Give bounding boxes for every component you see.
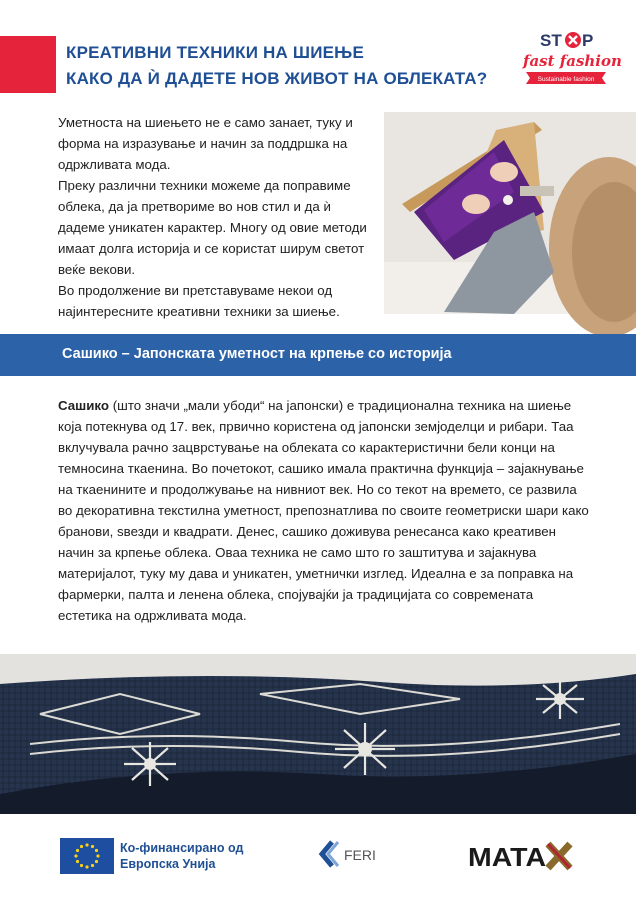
logo-stop-text: ST <box>540 31 562 50</box>
intro-text <box>58 112 368 322</box>
intro-paragraph-2: Преку различни техники можеме да поправиме облека, да ја претвориме во нов стил и да ѝ дадеме уникатен карактер. Многу од овие методи имаат долга историја и се користат ширум светот веќе векови. <box>58 178 367 277</box>
stop-fast-fashion-logo <box>520 28 622 90</box>
mata-text: MATA <box>468 842 547 872</box>
red-accent-block <box>0 36 56 93</box>
mata-logo <box>466 841 574 871</box>
eu-line-2: Европска Унија <box>120 857 216 871</box>
title-line-2: КАКО ДА Ѝ ДАДЕТЕ НОВ ЖИВОТ НА ОБЛЕКАТА? <box>66 69 488 88</box>
sashiko-lead-word: Сашико <box>58 398 110 413</box>
eu-cofunded-text <box>120 840 243 872</box>
section-heading-banner <box>0 334 636 376</box>
section-heading: Сашико – Јапонската уметност на крпење со историја <box>62 346 452 362</box>
svg-text:P: P <box>582 31 594 50</box>
sashiko-embroidery-photo <box>0 654 636 814</box>
logo-fast-fashion-text: fast fashion <box>523 52 622 70</box>
child-sewing-photo <box>384 112 636 314</box>
sashiko-body: (што значи „мали убоди“ на јапонски) е традиционална техника на шиење која потекнува од 17. век, првично користена од јапонски земјоделци и рибари. Таа вклучувала рачно зацврстување на облеката со карактеристични бели конци на темносина ткаенина. Во почетокот, сашико имала практична функција – зајакнување на ткаенините и продолжување на нивниот век. Но со текот на времето, се развила во декоративна текстилна уметност, препознатлива по своите геометриски шари како бранови, ѕвезди и квадрати. Денес, сашико доживува ренесанса како креативен начин за крпење облека. Оваа техника не само што го заштитува и зајакнува материјалот, туку му дава и уникатен, уметнички изглед. Идеална е за поправка на фармерки, палта и ленена облека, спојувајќи ја традицијата со современата естетика на одржливата мода. <box>58 398 589 623</box>
sashiko-description <box>58 395 590 626</box>
eu-line-1: Ко-финансирано од <box>120 841 244 855</box>
eu-flag-icon <box>60 838 114 874</box>
logo-ribbon-text: Sustainable fashion <box>537 76 595 83</box>
title-line-1: КРЕАТИВНИ ТЕХНИКИ НА ШИЕЊЕ <box>66 43 364 62</box>
feri-logo <box>318 836 388 876</box>
feri-text: FERI <box>344 847 376 863</box>
page-title <box>66 40 516 92</box>
intro-paragraph-1: Уметноста на шиењето не е само занает, туку и форма на изразување и начин за поддршка на одржливата мода. <box>58 115 353 172</box>
footer-logos <box>0 814 636 900</box>
intro-paragraph-3: Во продолжение ви претставуваме некои од најинтересните креативни техники за шиење. <box>58 283 340 319</box>
